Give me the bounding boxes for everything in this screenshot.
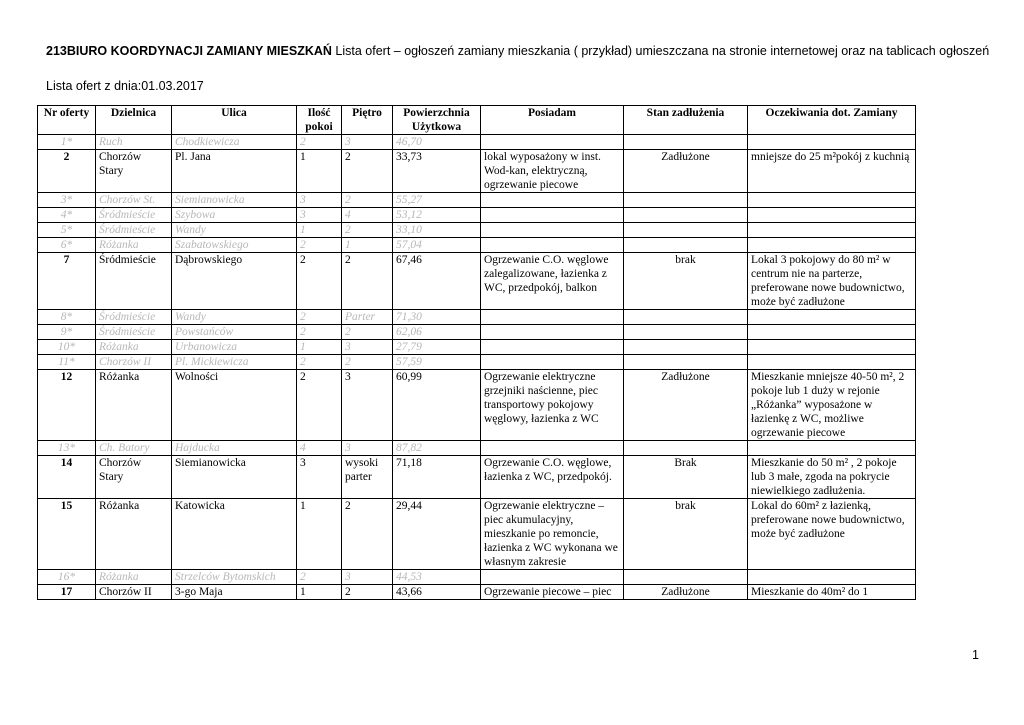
cell-pokoje: 2 bbox=[297, 325, 342, 340]
cell-oczekiwania bbox=[748, 208, 916, 223]
list-date: Lista ofert z dnia:01.03.2017 bbox=[46, 79, 204, 93]
cell-oczekiwania bbox=[748, 135, 916, 150]
cell-stan bbox=[624, 135, 748, 150]
cell-powierzchnia: 57,59 bbox=[393, 355, 481, 370]
cell-dzielnica: Ch. Batory bbox=[96, 441, 172, 456]
cell-nr: 17 bbox=[38, 585, 96, 600]
column-header-ulica: Ulica bbox=[172, 106, 297, 135]
cell-oczekiwania bbox=[748, 340, 916, 355]
table-row bbox=[38, 310, 916, 325]
cell-powierzchnia: 53,12 bbox=[393, 208, 481, 223]
cell-oczekiwania: Mieszkanie do 40m² do 1 bbox=[748, 585, 916, 600]
document-heading bbox=[46, 42, 1006, 60]
cell-dzielnica: Ruch bbox=[96, 135, 172, 150]
cell-nr: 15 bbox=[38, 499, 96, 570]
cell-stan: Brak bbox=[624, 456, 748, 499]
cell-pokoje: 2 bbox=[297, 355, 342, 370]
office-name: 213BIURO KOORDYNACJI ZAMIANY MIESZKAŃ bbox=[46, 44, 332, 58]
cell-oczekiwania: Lokal 3 pokojowy do 80 m² w centrum nie na parterze, preferowane nowe budownictwo, może być zadłużone bbox=[748, 253, 916, 310]
cell-powierzchnia: 29,44 bbox=[393, 499, 481, 570]
table-row bbox=[38, 238, 916, 253]
table-row bbox=[38, 456, 916, 499]
table-row bbox=[38, 135, 916, 150]
cell-nr: 9* bbox=[38, 325, 96, 340]
table-row bbox=[38, 585, 916, 600]
cell-oczekiwania bbox=[748, 193, 916, 208]
cell-powierzchnia: 87,82 bbox=[393, 441, 481, 456]
cell-pietro: wysoki parter bbox=[342, 456, 393, 499]
table-header-row bbox=[38, 106, 916, 135]
cell-stan: Zadłużone bbox=[624, 585, 748, 600]
cell-posiadam: Ogrzewanie C.O. węglowe zalegalizowane, łazienka z WC, przedpokój, balkon bbox=[481, 253, 624, 310]
cell-nr: 4* bbox=[38, 208, 96, 223]
cell-ulica: Dąbrowskiego bbox=[172, 253, 297, 310]
cell-oczekiwania: Mieszkanie do 50 m² , 2 pokoje lub 3 małe, zgoda na pokrycie niewielkiego zadłużenia. bbox=[748, 456, 916, 499]
cell-powierzchnia: 60,99 bbox=[393, 370, 481, 441]
table-row bbox=[38, 193, 916, 208]
cell-posiadam: Ogrzewanie elektryczne – piec akumulacyjny, mieszkanie po remoncie, łazienka z WC wykonana we własnym zakresie bbox=[481, 499, 624, 570]
cell-ulica: Strzelców Bytomskich bbox=[172, 570, 297, 585]
cell-dzielnica: Śródmieście bbox=[96, 208, 172, 223]
cell-dzielnica: Różanka bbox=[96, 570, 172, 585]
cell-nr: 10* bbox=[38, 340, 96, 355]
cell-nr: 2 bbox=[38, 150, 96, 193]
cell-posiadam bbox=[481, 193, 624, 208]
cell-posiadam bbox=[481, 208, 624, 223]
cell-ulica: Hajducka bbox=[172, 441, 297, 456]
cell-pokoje: 2 bbox=[297, 253, 342, 310]
cell-oczekiwania bbox=[748, 223, 916, 238]
column-header-oczekiwania: Oczekiwania dot. Zamiany bbox=[748, 106, 916, 135]
cell-ulica: Wandy bbox=[172, 223, 297, 238]
table-row bbox=[38, 325, 916, 340]
column-header-nr: Nr oferty bbox=[38, 106, 96, 135]
cell-dzielnica: Śródmieście bbox=[96, 253, 172, 310]
cell-dzielnica: Śródmieście bbox=[96, 223, 172, 238]
cell-nr: 12 bbox=[38, 370, 96, 441]
cell-powierzchnia: 71,18 bbox=[393, 456, 481, 499]
column-header-dzielnica: Dzielnica bbox=[96, 106, 172, 135]
cell-stan bbox=[624, 570, 748, 585]
cell-posiadam: Ogrzewanie elektryczne grzejniki naścienne, piec transportowy pokojowy węglowy, łazienka z WC bbox=[481, 370, 624, 441]
column-header-pietro: Piętro bbox=[342, 106, 393, 135]
cell-oczekiwania: Lokal do 60m² z łazienką, preferowane nowe budownictwo, może być zadłużone bbox=[748, 499, 916, 570]
cell-nr: 14 bbox=[38, 456, 96, 499]
cell-ulica: Szybowa bbox=[172, 208, 297, 223]
cell-pokoje: 2 bbox=[297, 310, 342, 325]
cell-dzielnica: Chorzów II bbox=[96, 585, 172, 600]
cell-dzielnica: Różanka bbox=[96, 499, 172, 570]
cell-ulica: Katowicka bbox=[172, 499, 297, 570]
cell-dzielnica: Różanka bbox=[96, 340, 172, 355]
document-title: Lista ofert – ogłoszeń zamiany mieszkania ( przykład) umieszczana na stronie internetowej oraz na tablicach ogłoszeń bbox=[335, 44, 990, 58]
cell-posiadam bbox=[481, 223, 624, 238]
cell-dzielnica: Chorzów St. bbox=[96, 193, 172, 208]
cell-stan bbox=[624, 340, 748, 355]
cell-dzielnica: Chorzów Stary bbox=[96, 150, 172, 193]
cell-oczekiwania bbox=[748, 310, 916, 325]
cell-nr: 7 bbox=[38, 253, 96, 310]
cell-powierzchnia: 55,27 bbox=[393, 193, 481, 208]
cell-posiadam bbox=[481, 441, 624, 456]
cell-nr: 8* bbox=[38, 310, 96, 325]
column-header-powierzchnia: Powierzchnia Użytkowa bbox=[393, 106, 481, 135]
cell-pietro: 3 bbox=[342, 340, 393, 355]
cell-pietro: 1 bbox=[342, 238, 393, 253]
cell-ulica: Pl. Jana bbox=[172, 150, 297, 193]
cell-pietro: 2 bbox=[342, 325, 393, 340]
offers-table-body bbox=[38, 135, 916, 600]
cell-oczekiwania: Mieszkanie mniejsze 40-50 m², 2 pokoje lub 1 duży w rejonie „Różanka” wyposażone w łazienkę z WC, możliwe ogrzewanie piecowe bbox=[748, 370, 916, 441]
cell-powierzchnia: 33,10 bbox=[393, 223, 481, 238]
cell-pietro: 3 bbox=[342, 370, 393, 441]
cell-oczekiwania bbox=[748, 325, 916, 340]
cell-pietro: 2 bbox=[342, 585, 393, 600]
cell-pietro: 2 bbox=[342, 499, 393, 570]
cell-powierzchnia: 43,66 bbox=[393, 585, 481, 600]
cell-stan bbox=[624, 208, 748, 223]
cell-nr: 5* bbox=[38, 223, 96, 238]
cell-pokoje: 1 bbox=[297, 340, 342, 355]
cell-posiadam bbox=[481, 570, 624, 585]
cell-pietro: Parter bbox=[342, 310, 393, 325]
cell-stan: Zadłużone bbox=[624, 370, 748, 441]
cell-powierzchnia: 46,70 bbox=[393, 135, 481, 150]
cell-nr: 16* bbox=[38, 570, 96, 585]
table-row bbox=[38, 441, 916, 456]
cell-posiadam bbox=[481, 135, 624, 150]
table-row bbox=[38, 340, 916, 355]
table-row bbox=[38, 150, 916, 193]
cell-pokoje: 3 bbox=[297, 208, 342, 223]
table-row bbox=[38, 499, 916, 570]
cell-ulica: Pl. Mickiewicza bbox=[172, 355, 297, 370]
cell-dzielnica: Chorzów II bbox=[96, 355, 172, 370]
cell-stan: Zadłużone bbox=[624, 150, 748, 193]
cell-dzielnica: Różanka bbox=[96, 370, 172, 441]
cell-ulica: Wandy bbox=[172, 310, 297, 325]
cell-pietro: 2 bbox=[342, 193, 393, 208]
cell-ulica: Wolności bbox=[172, 370, 297, 441]
table-row bbox=[38, 355, 916, 370]
cell-pietro: 4 bbox=[342, 208, 393, 223]
cell-stan bbox=[624, 355, 748, 370]
cell-pokoje: 2 bbox=[297, 370, 342, 441]
cell-posiadam: Ogrzewanie C.O. węglowe, łazienka z WC, przedpokój. bbox=[481, 456, 624, 499]
cell-pietro: 2 bbox=[342, 150, 393, 193]
cell-powierzchnia: 71,30 bbox=[393, 310, 481, 325]
cell-powierzchnia: 44,53 bbox=[393, 570, 481, 585]
cell-pietro: 3 bbox=[342, 570, 393, 585]
table-row bbox=[38, 370, 916, 441]
cell-stan bbox=[624, 441, 748, 456]
cell-pietro: 2 bbox=[342, 253, 393, 310]
cell-posiadam: Ogrzewanie piecowe – piec bbox=[481, 585, 624, 600]
cell-powierzchnia: 62,06 bbox=[393, 325, 481, 340]
table-row bbox=[38, 208, 916, 223]
cell-nr: 6* bbox=[38, 238, 96, 253]
cell-nr: 1* bbox=[38, 135, 96, 150]
cell-oczekiwania bbox=[748, 441, 916, 456]
cell-ulica: Siemianowicka bbox=[172, 193, 297, 208]
cell-powierzchnia: 33,73 bbox=[393, 150, 481, 193]
cell-stan bbox=[624, 238, 748, 253]
cell-powierzchnia: 27,79 bbox=[393, 340, 481, 355]
cell-posiadam bbox=[481, 310, 624, 325]
cell-pokoje: 2 bbox=[297, 570, 342, 585]
cell-pokoje: 1 bbox=[297, 150, 342, 193]
page-number: 1 bbox=[972, 648, 979, 662]
cell-dzielnica: Różanka bbox=[96, 238, 172, 253]
cell-pokoje: 2 bbox=[297, 135, 342, 150]
cell-posiadam bbox=[481, 355, 624, 370]
cell-ulica: Powstańców bbox=[172, 325, 297, 340]
cell-ulica: Chodkiewicza bbox=[172, 135, 297, 150]
cell-pokoje: 3 bbox=[297, 193, 342, 208]
cell-pokoje: 2 bbox=[297, 238, 342, 253]
cell-oczekiwania bbox=[748, 570, 916, 585]
cell-pokoje: 1 bbox=[297, 585, 342, 600]
cell-dzielnica: Chorzów Stary bbox=[96, 456, 172, 499]
cell-powierzchnia: 57,04 bbox=[393, 238, 481, 253]
cell-oczekiwania bbox=[748, 355, 916, 370]
cell-posiadam: lokal wyposażony w inst. Wod-kan, elektryczną, ogrzewanie piecowe bbox=[481, 150, 624, 193]
cell-stan bbox=[624, 193, 748, 208]
column-header-posiadam: Posiadam bbox=[481, 106, 624, 135]
cell-pokoje: 1 bbox=[297, 499, 342, 570]
cell-oczekiwania: mniejsze do 25 m²pokój z kuchnią bbox=[748, 150, 916, 193]
cell-dzielnica: Śródmieście bbox=[96, 310, 172, 325]
cell-powierzchnia: 67,46 bbox=[393, 253, 481, 310]
table-row bbox=[38, 253, 916, 310]
cell-nr: 11* bbox=[38, 355, 96, 370]
cell-stan bbox=[624, 223, 748, 238]
cell-nr: 3* bbox=[38, 193, 96, 208]
cell-oczekiwania bbox=[748, 238, 916, 253]
table-row bbox=[38, 223, 916, 238]
cell-pietro: 2 bbox=[342, 355, 393, 370]
cell-stan bbox=[624, 325, 748, 340]
column-header-stan: Stan zadłużenia bbox=[624, 106, 748, 135]
column-header-pokoje: Ilość pokoi bbox=[297, 106, 342, 135]
cell-dzielnica: Śródmieście bbox=[96, 325, 172, 340]
cell-pietro: 2 bbox=[342, 223, 393, 238]
cell-stan: brak bbox=[624, 499, 748, 570]
cell-ulica: Urbanowicza bbox=[172, 340, 297, 355]
cell-posiadam bbox=[481, 238, 624, 253]
cell-ulica: Szabatowskiego bbox=[172, 238, 297, 253]
cell-pietro: 3 bbox=[342, 441, 393, 456]
offers-table bbox=[37, 105, 916, 600]
cell-posiadam bbox=[481, 340, 624, 355]
cell-nr: 13* bbox=[38, 441, 96, 456]
table-row bbox=[38, 570, 916, 585]
cell-pokoje: 4 bbox=[297, 441, 342, 456]
cell-ulica: 3-go Maja bbox=[172, 585, 297, 600]
cell-pokoje: 3 bbox=[297, 456, 342, 499]
cell-stan bbox=[624, 310, 748, 325]
cell-ulica: Siemianowicka bbox=[172, 456, 297, 499]
cell-pokoje: 1 bbox=[297, 223, 342, 238]
cell-stan: brak bbox=[624, 253, 748, 310]
cell-posiadam bbox=[481, 325, 624, 340]
cell-pietro: 3 bbox=[342, 135, 393, 150]
